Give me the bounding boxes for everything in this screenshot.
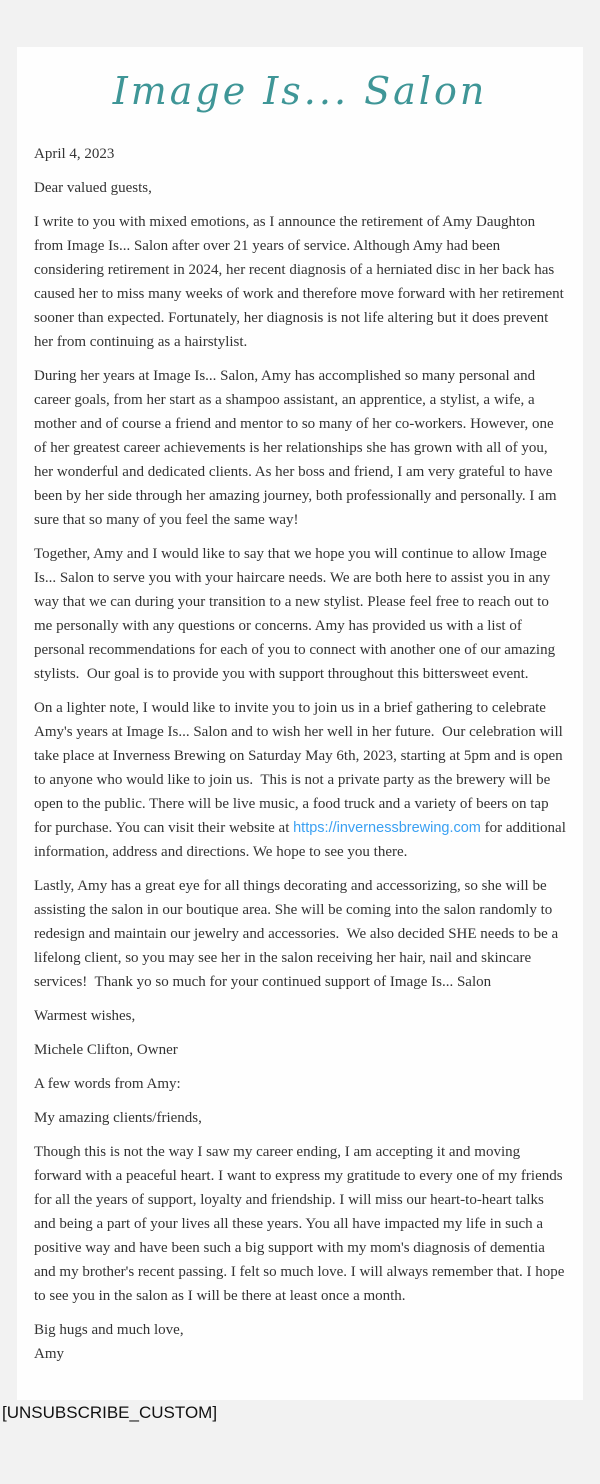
amy-salutation: My amazing clients/friends, <box>34 1110 202 1127</box>
paragraph-gathering-invite <box>34 696 570 864</box>
closing-big-hugs <box>34 1318 566 1366</box>
salutation: Dear valued guests, <box>34 180 152 197</box>
unsubscribe-placeholder: [UNSUBSCRIBE_CUSTOM] <box>2 1403 218 1423</box>
signature-owner: Michele Clifton, Owner <box>34 1042 178 1059</box>
email-content-card <box>17 47 583 1400</box>
signature-amy: Amy <box>34 1346 64 1363</box>
gathering-text-before-link: On a lighter note, I would like to invite you to join us in a brief gathering to celebrate Amy's years at Image Is... Salon and to wish her well in her future. Our celebration will take place at Inverness Brewing on Saturday May 6th, 2023, starting at 5pm and is open to anyone who would like to join us. This is not a private party as the brewery will be open to the public. There will be live music, a food truck and a variety of beers on tap for purchase. You can visit their website at <box>34 700 567 837</box>
paragraph-transition-support: Together, Amy and I would like to say that we hope you will continue to allow Image Is... Salon to serve you with your haircare needs. We are both here to assist you in any way that we can during your transition to a new stylist. Please feel free to reach out to me personally with any questions or concerns. Amy has provided us with a list of personal recommendations for each of you to connect with another one of our amazing stylists. Our goal is to provide you with support throughout this bittersweet event. <box>34 546 559 683</box>
closing-hugs-line: Big hugs and much love, <box>34 1322 184 1339</box>
gathering-text-after-link: for additional information, address and directions. We hope to see you there. <box>34 820 570 861</box>
page-top-margin <box>0 0 600 47</box>
letter-body <box>34 142 570 1366</box>
amy-section-heading: A few words from Amy: <box>34 1076 181 1093</box>
paragraph-boutique-role: Lastly, Amy has a great eye for all things decorating and accessorizing, so she will be assisting the salon in our boutique area. She will be coming into the salon randomly to redesign and maintain our jewelry and accessories. We also decided SHE needs to be a lifelong client, so you may see her in the salon receiving her hair, nail and skincare services! Thank yo so much for your continued support of Image Is... Salon <box>34 878 562 991</box>
salon-logo: Image Is... Salon <box>112 69 488 113</box>
paragraph-retirement-announcement: I write to you with mixed emotions, as I announce the retirement of Amy Daughton from Image Is... Salon after over 21 years of service. Although Amy had been considering retirement in 2024, her recent diagnosis of a herniated disc in her back has caused her to miss many weeks of work and therefore move forward with her retirement sooner than expected. Fortunately, her diagnosis is not life altering but it does prevent her from continuing as a hairstylist. <box>34 214 568 351</box>
paragraph-career-accomplishments: During her years at Image Is... Salon, Amy has accomplished so many personal and career goals, from her start as a shampoo assistant, an apprentice, a stylist, a wife, a mother and of course a friend and mentor to so many of her co-workers. However, one of her greatest career achievements is her relationships she has grown with all of you, her wonderful and dedicated clients. As her boss and friend, I am very grateful to have been by her side through her amazing journey, both professionally and personally. I am sure that so many of you feel the same way! <box>34 368 561 529</box>
amy-farewell-paragraph: Though this is not the way I saw my career ending, I am accepting it and moving forward with a peaceful heart. I want to express my gratitude to every one of my friends for all the years of support, loyalty and friendship. I will miss our heart-to-heart talks and being a part of your lives all these years. You all have impacted my life in such a positive way and have been such a big support with my mom's diagnosis of dementia and my brother's recent passing. I felt so much love. I will always remember that. I hope to see you in the salon as I will be there at least once a month. <box>34 1144 569 1305</box>
closing-warmest-wishes: Warmest wishes, <box>34 1008 136 1025</box>
inverness-brewing-link[interactable]: https://invernessbrewing.com <box>293 820 481 837</box>
date-line: April 4, 2023 <box>34 146 115 163</box>
